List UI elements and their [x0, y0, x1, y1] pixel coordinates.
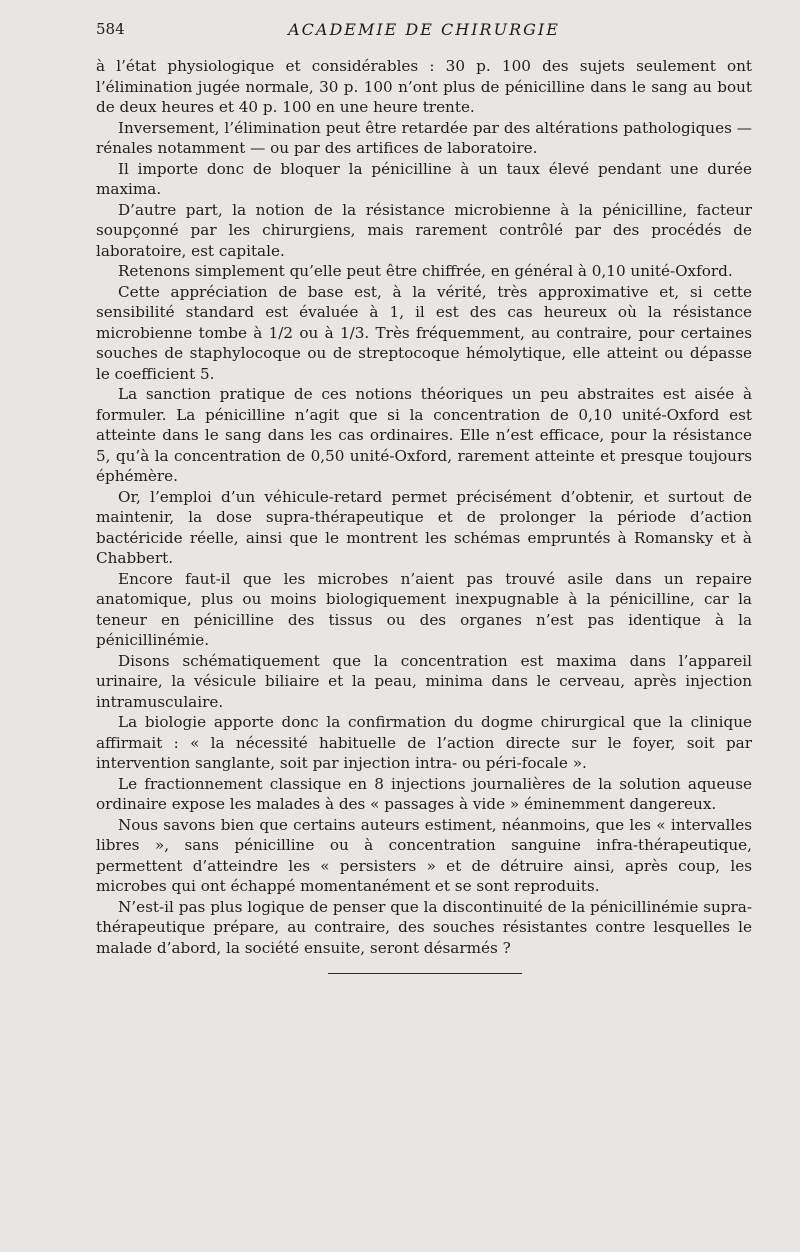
paragraph: à l’état physiologique et considérables : 30 p. 100 des sujets seulement ont l’élimination jugée normale, 30 p. 100 n’ont plus de pénicilline dans le sang au bout de deux heures et 40 p. 100 en une heure trente. — [96, 57, 752, 116]
section-end-rule — [328, 973, 522, 974]
running-title: ACADEMIE DE CHIRURGIE — [288, 20, 560, 39]
paragraph: D’autre part, la notion de la résistance microbienne à la pénicilline, facteur soupçonné par les chirurgiens, mais rarement contrôlé par des procédés de laboratoire, est capitale. — [96, 200, 752, 260]
page-header — [96, 20, 752, 44]
page-number: 584 — [96, 20, 125, 38]
paragraph: La sanction pratique de ces notions théoriques un peu abstraites est aisée à formuler. La pénicilline n’agit que si la concentration de 0,10 unité-Oxford est atteinte dans le sang dans les cas ordinaires. Elle n’est efficace, pour la résistance 5, qu’à la concentration de 0,50 unité-Oxford, rarement atteinte et presque toujours éphémère. — [96, 385, 752, 485]
paragraph: Or, l’emploi d’un véhicule-retard permet précisément d’obtenir, et surtout de maintenir, la dose supra-thérapeutique et de prolonger la période d’action bactéricide réelle, ainsi que le montrent les schémas empruntés à Romansky et à Chabbert. — [96, 487, 752, 567]
body-text — [96, 56, 752, 958]
paragraph: N’est-il pas plus logique de penser que la discontinuité de la pénicillinémie supra-thérapeutique prépare, au contraire, des souches résistantes contre lesquelles le malade d’abord, la société ensuite, seront désarmés ? — [96, 897, 752, 957]
paragraph: Cette appréciation de base est, à la vérité, très approximative et, si cette sensibilité standard est évaluée à 1, il est des cas heureux où la résistance microbienne tombe à 1/2 ou à 1/3. Très fréquemment, au contraire, pour certaines souches de staphylocoque ou de streptocoque hémolytique, elle atteint ou dépasse le coefficient 5. — [96, 282, 752, 383]
paragraph: Retenons simplement qu’elle peut être chiffrée, en général à 0,10 unité-Oxford. — [118, 262, 733, 280]
paragraph: Le fractionnement classique en 8 injections journalières de la solution aqueuse ordinaire expose les malades à des « passages à vide » éminemment dangereux. — [96, 774, 752, 813]
paragraph: Inversement, l’élimination peut être retardée par des altérations pathologiques — rénales notamment — ou par des artifices de laboratoire. — [96, 118, 752, 157]
paragraph: Il importe donc de bloquer la pénicilline à un taux élevé pendant une durée maxima. — [96, 159, 752, 198]
paragraph: Nous savons bien que certains auteurs estiment, néanmoins, que les « intervalles libres », sans pénicilline ou à concentration sanguine infra-thérapeutique, permettent d’atteindre les « persisters » et de détruire ainsi, après coup, les microbes qui ont échappé momentanément et se sont reproduits. — [96, 815, 752, 895]
paragraph: Encore faut-il que les microbes n’aient pas trouvé asile dans un repaire anatomique, plus ou moins biologiquement inexpugnable à la pénicilline, car la teneur en pénicilline des tissus ou des organes n’est pas identique à la pénicillinémie. — [96, 569, 752, 649]
paragraph: Disons schématiquement que la concentration est maxima dans l’appareil urinaire, la vésicule biliaire et la peau, minima dans le cerveau, après injection intramusculaire. — [96, 651, 752, 711]
paragraph: La biologie apporte donc la confirmation du dogme chirurgical que la clinique affirmait : « la nécessité habituelle de l’action directe sur le foyer, soit par intervention sanglante, soit par injection intra- ou péri-focale ». — [96, 713, 752, 772]
